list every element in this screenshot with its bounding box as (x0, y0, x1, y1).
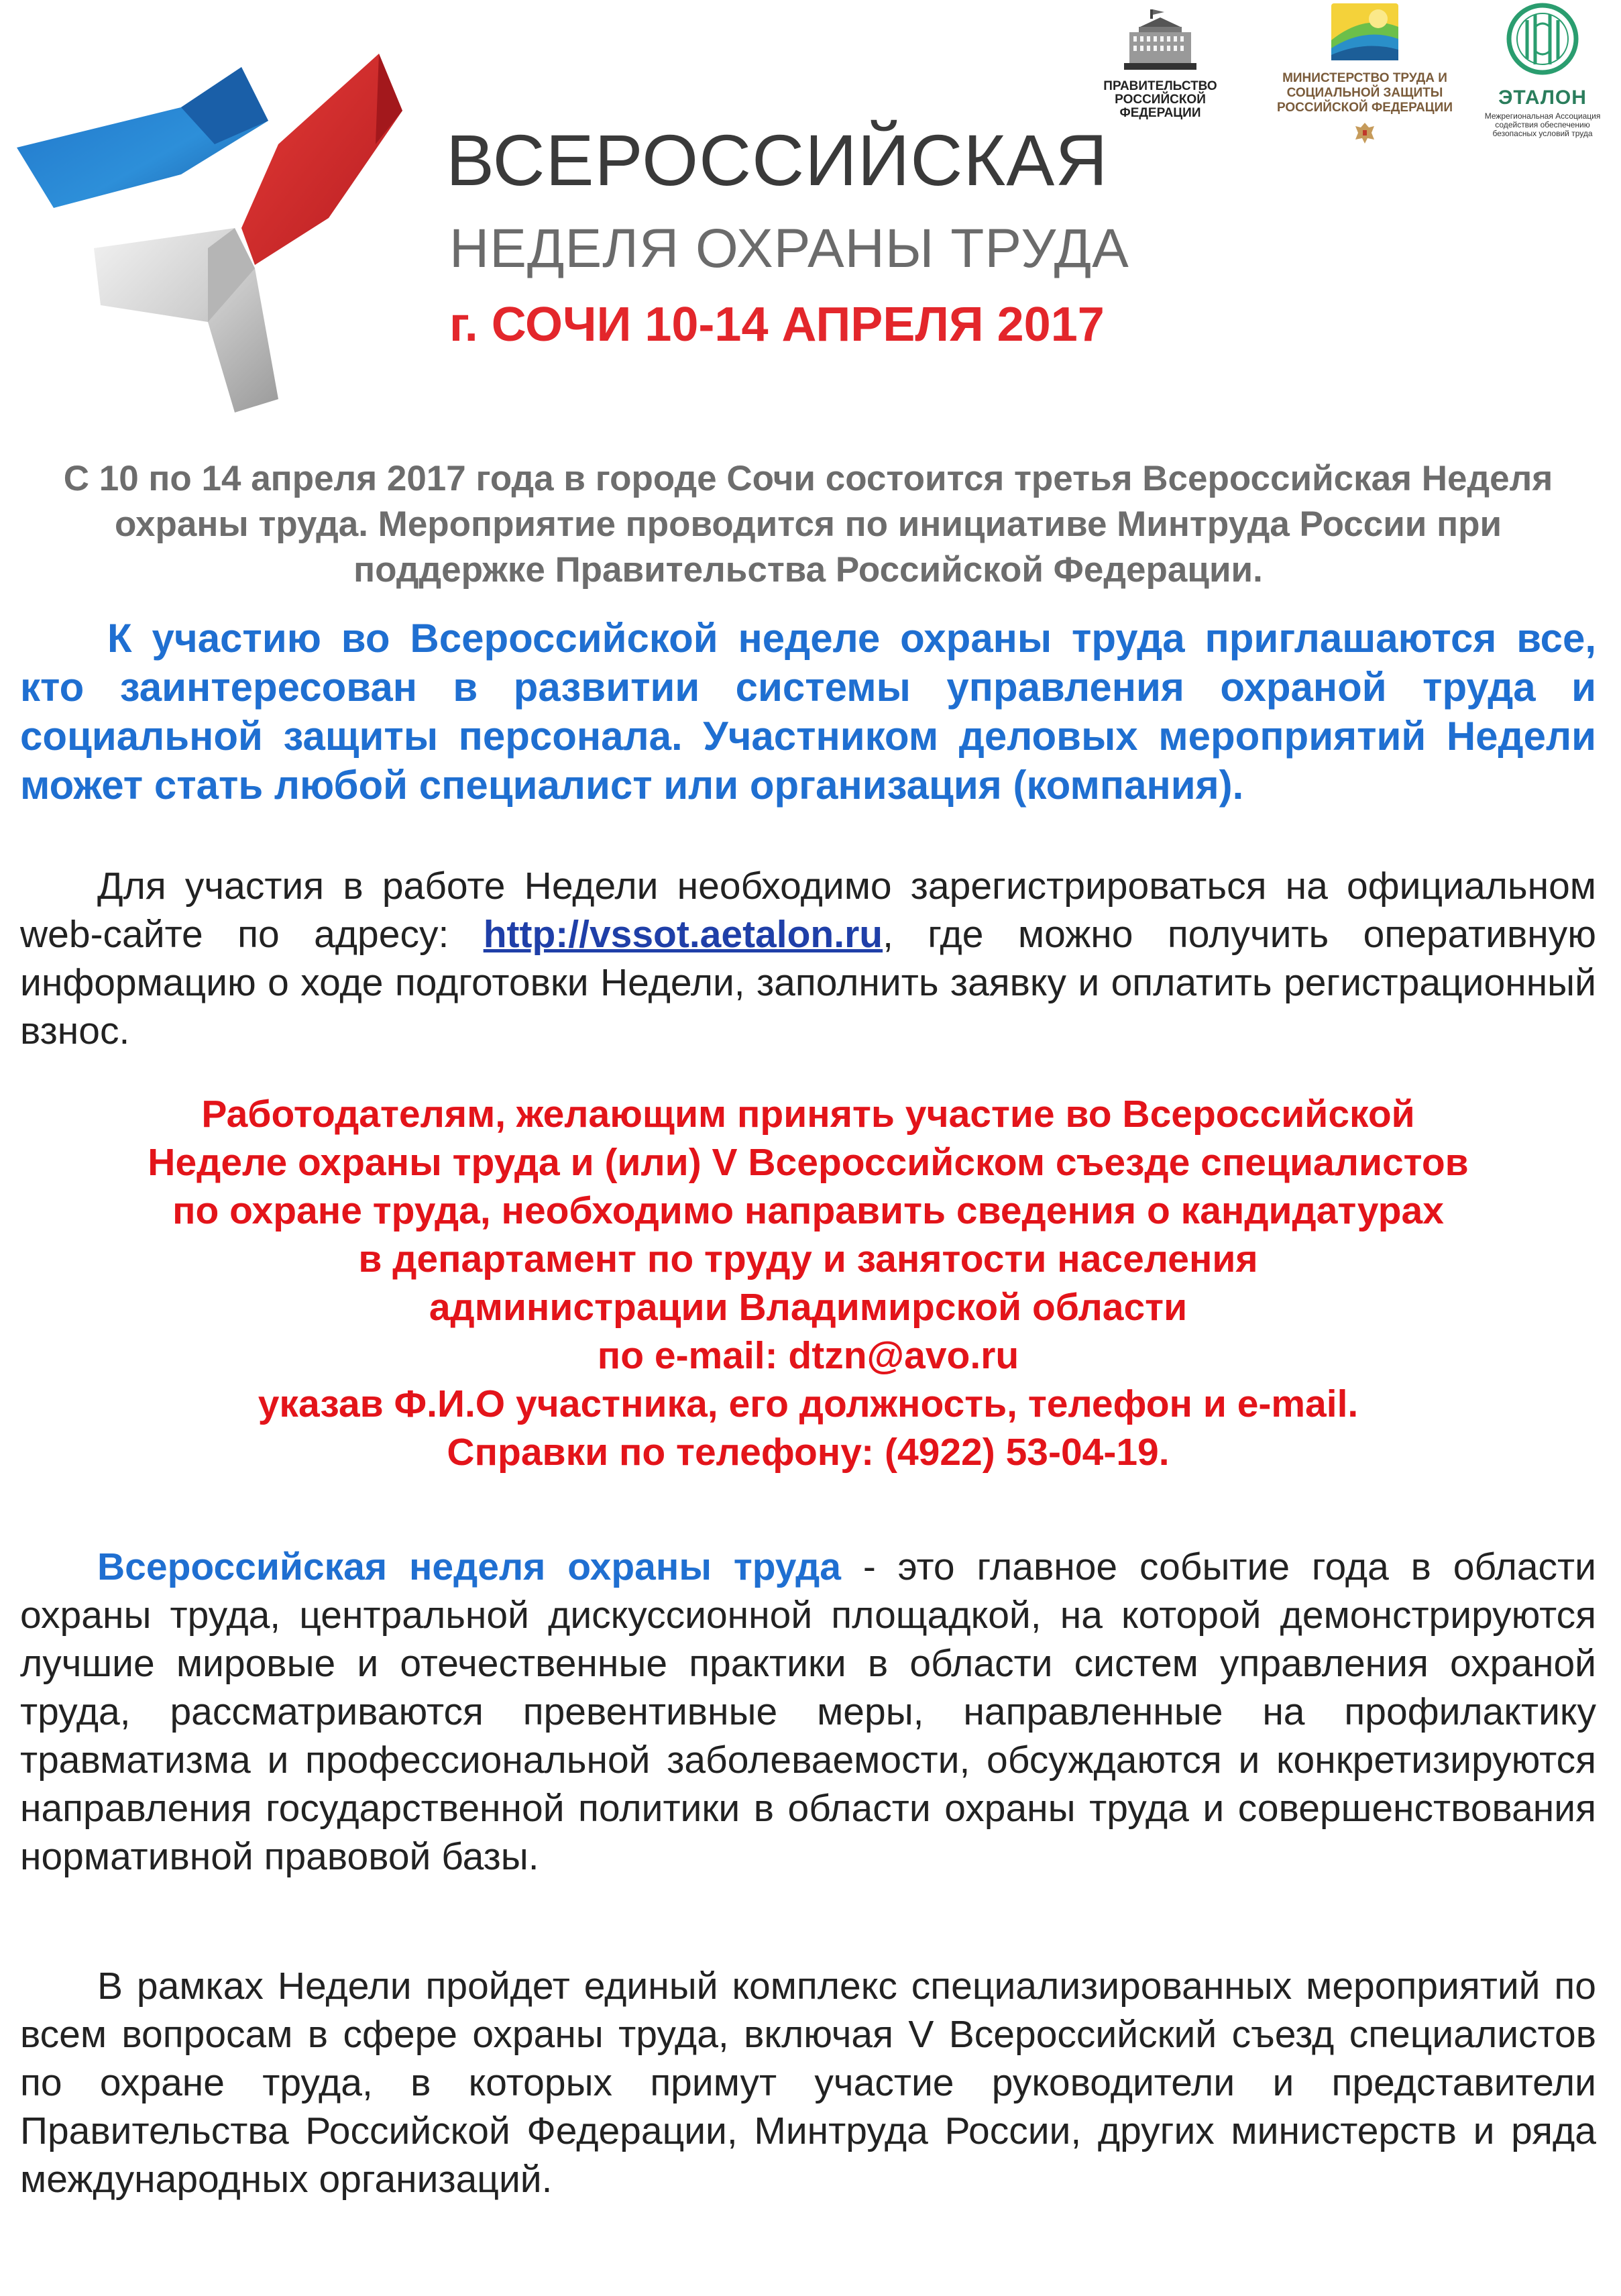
etalon-logo-icon (1492, 0, 1593, 80)
event-date-location: г. СОЧИ 10-14 АПРЕЛЯ 2017 (449, 298, 1105, 351)
red-ribbon (241, 54, 402, 265)
partner-etalon-name: ЭТАЛОН (1498, 87, 1587, 109)
employers-line-5: администрации Владимирской области (429, 1286, 1188, 1329)
employers-line-2: Неделе охраны труда и (или) V Всероссийском съезде специалистов (148, 1141, 1469, 1184)
partner-ministry-label: МИНИСТЕРСТВО ТРУДА И СОЦИАЛЬНОЙ ЗАЩИТЫ РОССИЙСКОЙ ФЕДЕРАЦИИ (1276, 71, 1453, 115)
page-header (0, 0, 1621, 429)
registration-link[interactable]: http://vssot.aetalon.ru (483, 913, 883, 956)
ministry-emblem-icon (1315, 0, 1415, 64)
about-text: - это главное событие года в области охраны труда, центральной дискуссионной площадкой, на которой демонстрируются лучшие мировые и отечественные практики в области систем управления охраной труда, рассматриваются превентивные меры, направленные на профилактику травматизма и профессиональной заболеваемости, обсуждаются и конкретизируются направления государственной политики в области охраны труда и совершенствования нормативной правовой базы. (20, 1545, 1596, 1878)
partner-government (1093, 7, 1227, 120)
employers-line-1: Работодателям, желающим принять участие во Всероссийской (201, 1093, 1415, 1136)
eagle-coat-of-arms-icon (1351, 119, 1378, 146)
partner-ministry (1268, 0, 1462, 150)
government-building-icon (1120, 7, 1200, 74)
employers-line-4: в департамент по труду и занятости населения (358, 1238, 1258, 1280)
intro-paragraph: С 10 по 14 апреля 2017 года в городе Сочи состоится третья Всероссийская Неделя охраны труда. Мероприятие проводится по инициативе Минтруда России при поддержке Правительства Российской Федерации. (63, 459, 1553, 590)
registration-text-before: Для участия в работе Недели необходимо зарегистрироваться на официальном web-сайте по адресу: (20, 865, 1596, 956)
employers-notice (20, 1090, 1596, 1476)
partner-government-label: ПРАВИТЕЛЬСТВО РОССИЙСКОЙ ФЕДЕРАЦИИ (1103, 79, 1217, 120)
partner-etalon-subtitle: Межрегиональная Ассоциация содействия обеспечению безопасных условий труда (1484, 111, 1601, 139)
framework-paragraph: В рамках Недели пройдет единый комплекс специализированных мероприятий по всем вопросам в сфере охраны труда, включая V Всероссийский съезд специалистов по охране труда, в которых примут участие руководители и представители Правительства Российской Федерации, Минтруда России, других министерств и ряда международных организаций. (20, 1965, 1596, 2201)
event-subtitle: НЕДЕЛЯ ОХРАНЫ ТРУДА (449, 218, 1129, 279)
partner-etalon (1472, 0, 1613, 139)
event-title: ВСЕРОССИЙСКАЯ (446, 119, 1109, 201)
employers-phone-line: Справки по телефону: (4922) 53-04-19. (447, 1431, 1170, 1474)
employers-line-7: указав Ф.И.О участника, его должность, телефон и e-mail. (258, 1382, 1359, 1425)
about-accent-title: Всероссийская неделя охраны труда (97, 1545, 841, 1588)
invitation-paragraph: К участию во Всероссийской неделе охраны труда приглашаются все, кто заинтересован в развитии системы управления охраной труда и социальной защиты персонала. Участником деловых мероприятий Недели может стать любой специалист или организация (компания). (20, 616, 1596, 808)
registration-paragraph (20, 862, 1596, 1055)
blue-ribbon (17, 67, 268, 208)
registration-text-after: , где можно получить оперативную информацию о ходе подготовки Недели, заполнить заявку и оплатить регистрационный взнос. (20, 913, 1596, 1052)
employers-line-3: по охране труда, необходимо направить сведения о кандидатурах (172, 1189, 1444, 1232)
gray-ribbon (94, 228, 278, 413)
event-star-logo (13, 27, 443, 416)
employers-email-line: по e-mail: dtzn@avo.ru (597, 1334, 1019, 1377)
about-paragraph (20, 1543, 1596, 1881)
